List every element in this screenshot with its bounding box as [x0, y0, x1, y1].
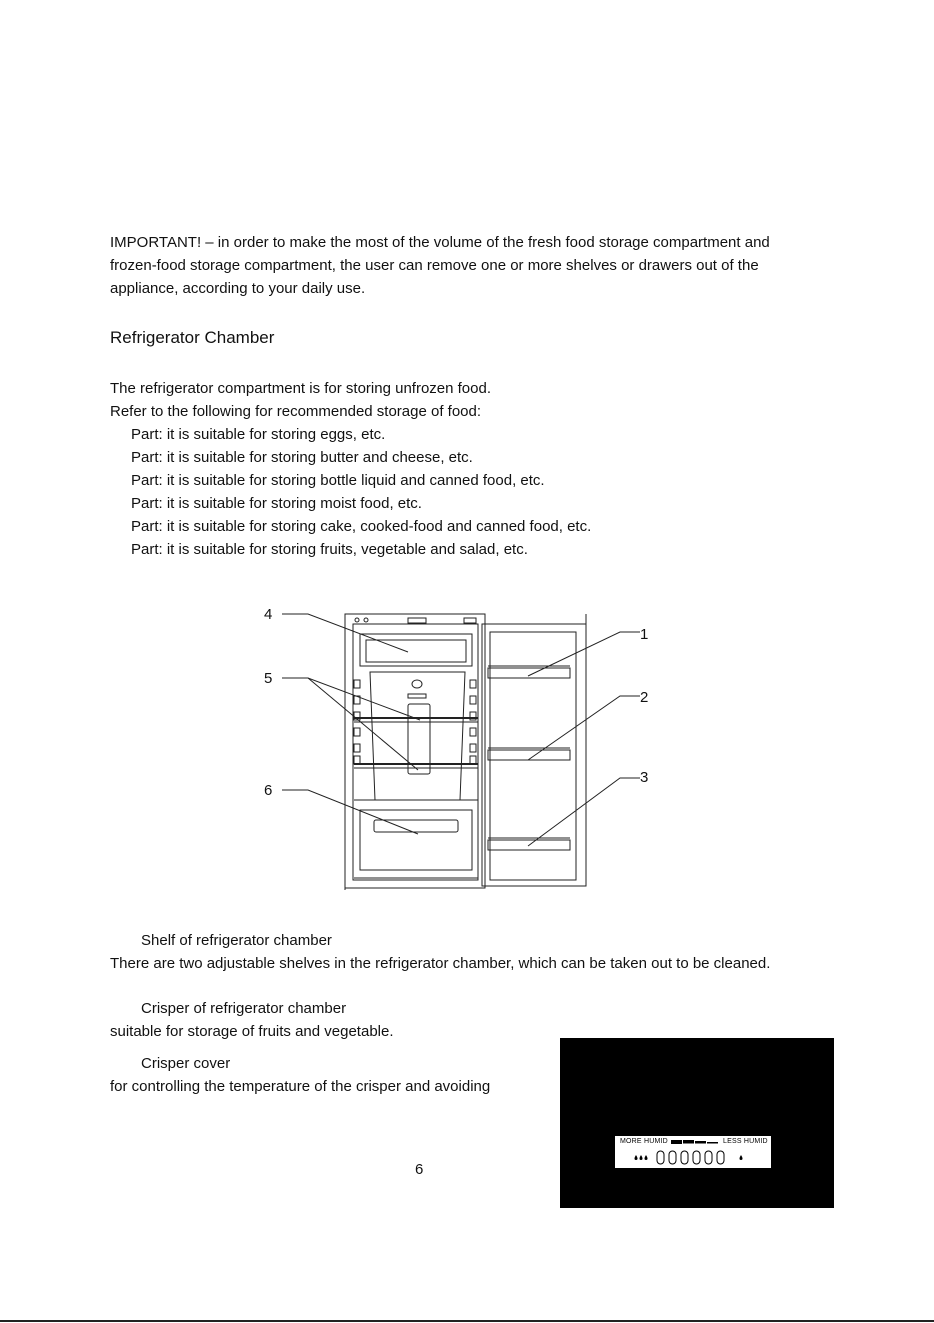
callout-5: 5	[264, 670, 273, 687]
more-humid-label: MORE HUMID	[620, 1138, 668, 1145]
door-shelf-1	[488, 668, 570, 678]
cover-title: Crisper cover	[141, 1055, 231, 1072]
droplets-many-icon	[635, 1155, 648, 1160]
top-compartment	[360, 634, 472, 666]
less-humid-label: LESS HUMID	[723, 1138, 768, 1145]
page-number: 6	[415, 1161, 424, 1178]
part-line-2: Part: it is suitable for storing butter and cheese, etc.	[131, 449, 473, 466]
part-line-4: Part: it is suitable for storing moist food, etc.	[131, 495, 422, 512]
cover-text: for controlling the temperature of the crisper and avoiding	[110, 1078, 491, 1095]
humidity-indicator	[615, 1136, 771, 1168]
crisper-title: Crisper of refrigerator chamber	[141, 1000, 347, 1017]
humidity-gradient-bars	[671, 1140, 721, 1146]
crisper-text: suitable for storage of fruits and vegetable.	[110, 1023, 394, 1040]
humidity-scale	[615, 1148, 771, 1168]
callout-1: 1	[640, 626, 649, 643]
crisper-drawer	[360, 810, 472, 870]
section-heading: Refrigerator Chamber	[110, 328, 275, 347]
shelf-title: Shelf of refrigerator chamber	[141, 932, 332, 949]
part-line-6: Part: it is suitable for storing fruits, vegetable and salad, etc.	[131, 541, 528, 558]
callout-4: 4	[264, 606, 273, 623]
important-paragraph: IMPORTANT! – in order to make the most of the volume of the fresh food storage compartment and frozen-food storage compartment, the user can remove one or more shelves or drawers out of the appliance, according to your daily use.	[110, 234, 770, 297]
callout-3: 3	[640, 769, 649, 786]
callout-2: 2	[640, 689, 649, 706]
droplet-single-icon	[740, 1155, 743, 1160]
humidity-panel	[560, 1038, 834, 1208]
intro-line-2: Refer to the following for recommended storage of food:	[110, 403, 482, 420]
refrigerator-diagram	[250, 600, 670, 900]
shelf-text: There are two adjustable shelves in the refrigerator chamber, which can be taken out to be cleaned.	[110, 955, 771, 972]
part-line-3: Part: it is suitable for storing bottle liquid and canned food, etc.	[131, 472, 545, 489]
intro-line-1: The refrigerator compartment is for storing unfrozen food.	[110, 380, 492, 397]
door-shelf-2	[488, 750, 570, 760]
page-bottom-rule	[0, 1320, 934, 1322]
part-line-1: Part: it is suitable for storing eggs, etc.	[131, 426, 386, 443]
callout-6: 6	[264, 782, 273, 799]
part-line-5: Part: it is suitable for storing cake, cooked-food and canned food, etc.	[131, 518, 592, 535]
